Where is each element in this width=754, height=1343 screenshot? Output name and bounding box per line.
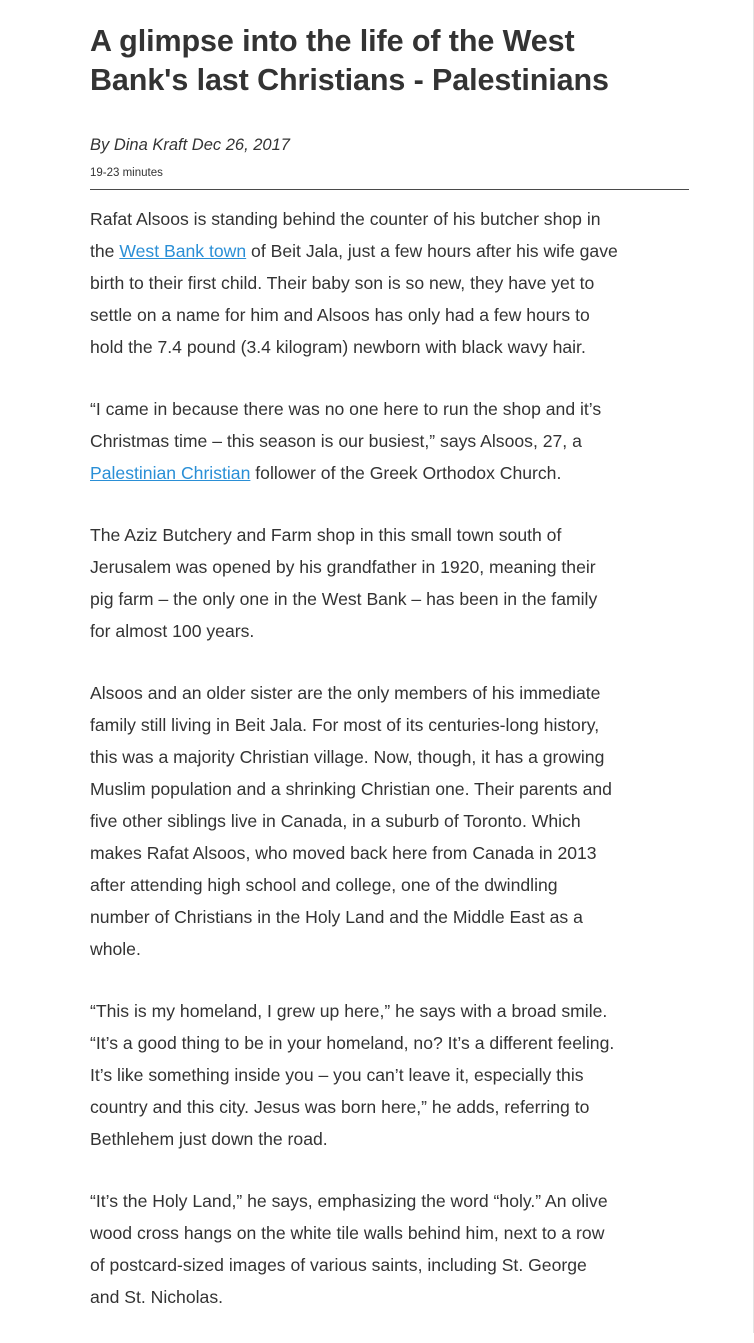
paragraph-line: birth to their first child. Their baby son is so new, they have yet to bbox=[90, 273, 595, 293]
paragraph-line: after attending high school and college, one of the dwindling bbox=[90, 875, 558, 895]
paragraph-line: of postcard-sized images of various saints, including St. George bbox=[90, 1255, 587, 1275]
paragraph-line: makes Rafat Alsoos, who moved back here from Canada in 2013 bbox=[90, 843, 597, 863]
paragraph-line bbox=[90, 235, 690, 267]
link-palestinian-christian[interactable]: Palestinian Christian bbox=[90, 463, 251, 483]
paragraph-line: number of Christians in the Holy Land and the Middle East as a bbox=[90, 907, 583, 927]
paragraph-line: five other siblings live in Canada, in a suburb of Toronto. Which bbox=[90, 811, 581, 831]
paragraph-line: “I came in because there was no one here to run the shop and it’s bbox=[90, 399, 602, 419]
paragraph-line: country and this city. Jesus was born here,” he adds, referring to bbox=[90, 1097, 590, 1117]
paragraph-line: Jerusalem was opened by his grandfather in 1920, meaning their bbox=[90, 557, 596, 577]
paragraph-line: settle on a name for him and Alsoos has only had a few hours to bbox=[90, 305, 590, 325]
paragraph bbox=[90, 1185, 690, 1313]
paragraph-line: Alsoos and an older sister are the only members of his immediate bbox=[90, 683, 601, 703]
paragraph bbox=[90, 677, 690, 965]
paragraph-line: hold the 7.4 pound (3.4 kilogram) newborn with black wavy hair. bbox=[90, 337, 586, 357]
article-title-line: Bank's last Christians - Palestinians bbox=[90, 63, 609, 97]
line-text: the bbox=[90, 241, 120, 261]
article-title bbox=[90, 22, 690, 100]
paragraph-line: Christmas time – this season is our busiest,” says Alsoos, 27, a bbox=[90, 431, 582, 451]
paragraph-line: wood cross hangs on the white tile walls behind him, next to a row bbox=[90, 1223, 605, 1243]
paragraph-line: and St. Nicholas. bbox=[90, 1287, 224, 1307]
header-divider bbox=[90, 189, 689, 190]
article bbox=[90, 22, 690, 1343]
paragraph-line: “It’s the Holy Land,” he says, emphasizing the word “holy.” An olive bbox=[90, 1191, 608, 1211]
paragraph-line: It’s like something inside you – you can’t leave it, especially this bbox=[90, 1065, 584, 1085]
paragraph-line: whole. bbox=[90, 939, 141, 959]
paragraph-line: Rafat Alsoos is standing behind the counter of his butcher shop in bbox=[90, 209, 601, 229]
paragraph-line: The Aziz Butchery and Farm shop in this small town south of bbox=[90, 525, 562, 545]
paragraph-line: Muslim population and a shrinking Christian one. Their parents and bbox=[90, 779, 612, 799]
paragraph bbox=[90, 995, 690, 1155]
link-west-bank-town[interactable]: West Bank town bbox=[119, 241, 247, 261]
paragraph bbox=[90, 393, 690, 489]
paragraph-line: Bethlehem just down the road. bbox=[90, 1129, 328, 1149]
article-body bbox=[90, 203, 690, 1313]
line-text: of Beit Jala, just a few hours after his wife gave bbox=[246, 241, 618, 261]
line-text: follower of the Greek Orthodox Church. bbox=[250, 463, 562, 483]
paragraph-line: “It’s a good thing to be in your homeland, no? It’s a different feeling. bbox=[90, 1033, 615, 1053]
paragraph-line: family still living in Beit Jala. For most of its centuries-long history, bbox=[90, 715, 600, 735]
paragraph-line: for almost 100 years. bbox=[90, 621, 255, 641]
paragraph-line: this was a majority Christian village. Now, though, it has a growing bbox=[90, 747, 605, 767]
paragraph bbox=[90, 203, 690, 363]
byline: By Dina Kraft Dec 26, 2017 bbox=[90, 136, 290, 154]
reading-time: 19-23 minutes bbox=[90, 167, 163, 179]
paragraph-line: pig farm – the only one in the West Bank – has been in the family bbox=[90, 589, 598, 609]
paragraph-line bbox=[90, 457, 690, 489]
paragraph bbox=[90, 519, 690, 647]
article-title-line: A glimpse into the life of the West bbox=[90, 24, 575, 58]
paragraph-line: “This is my homeland, I grew up here,” he says with a broad smile. bbox=[90, 1001, 608, 1021]
